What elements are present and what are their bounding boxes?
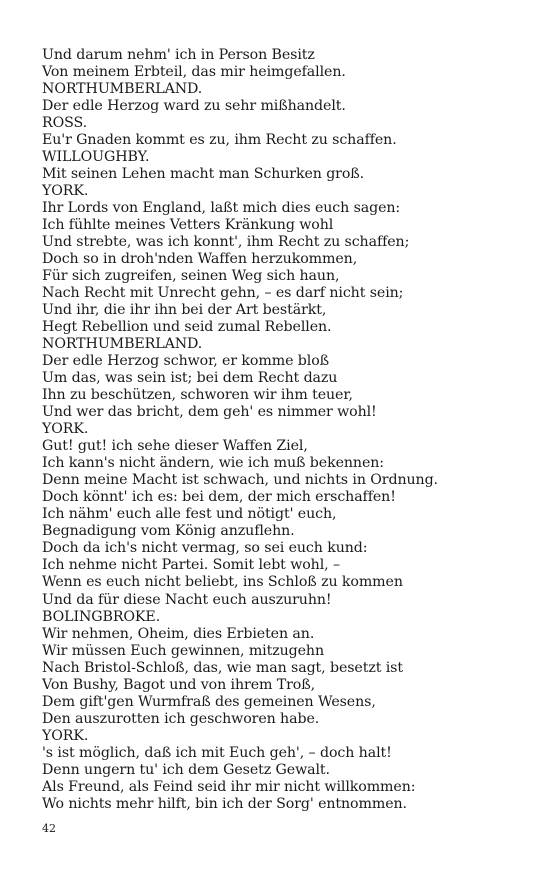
text-line: Wir nehmen, Oheim, dies Erbieten an. xyxy=(42,625,315,642)
text-line: Ich nähm' euch alle fest und nötigt' euch, xyxy=(42,506,337,523)
text-line: Für sich zugreifen, seinen Weg sich haun, xyxy=(42,268,340,285)
text-line: Und ihr, die ihr ihn bei der Art bestärkt, xyxy=(42,302,327,319)
text-line: Ihn zu beschützen, schworen wir ihm teuer, xyxy=(42,387,353,404)
text-line: Doch da ich's nicht vermag, so sei euch kund: xyxy=(42,540,368,557)
text-line: Mit seinen Lehen macht man Schurken groß. xyxy=(42,166,365,183)
text-line: Eu'r Gnaden kommt es zu, ihm Recht zu schaffen. xyxy=(42,132,397,149)
speaker-name: YORK. xyxy=(42,183,89,200)
speaker-name: ROSS. xyxy=(42,115,88,132)
text-line: Ich kann's nicht ändern, wie ich muß bekennen: xyxy=(42,455,384,472)
text-line: Doch so in droh'nden Waffen herzukommen, xyxy=(42,251,358,268)
text-line: Hegt Rebellion und seid zumal Rebellen. xyxy=(42,319,332,336)
speaker-name: NORTHUMBERLAND. xyxy=(42,336,203,353)
play-text xyxy=(42,47,542,813)
text-line: Nach Recht mit Unrecht gehn, – es darf nicht sein; xyxy=(42,285,404,302)
speaker-name: YORK. xyxy=(42,421,89,438)
text-line: Und darum nehm' ich in Person Besitz xyxy=(42,47,315,63)
speaker-name: YORK. xyxy=(42,727,89,744)
speaker-name: NORTHUMBERLAND. xyxy=(42,81,203,98)
text-line: Ich nehme nicht Partei. Somit lebt wohl, – xyxy=(42,557,340,574)
text-line: Gut! gut! ich sehe dieser Waffen Ziel, xyxy=(42,438,308,455)
page-number: 42 xyxy=(42,822,56,835)
text-line: Und wer das bricht, dem geh' es nimmer wohl! xyxy=(42,404,377,421)
text-line: Begnadigung vom König anzuflehn. xyxy=(42,523,295,540)
text-line: Denn meine Macht ist schwach, und nichts in Ordnung. xyxy=(42,472,438,489)
text-line: Nach Bristol-Schloß, das, wie man sagt, besetzt ist xyxy=(42,659,403,676)
speaker-name: WILLOUGHBY. xyxy=(42,149,150,166)
text-line: Dem gift'gen Wurmfraß des gemeinen Wesens, xyxy=(42,693,376,710)
text-line: Wenn es euch nicht beliebt, ins Schloß zu kommen xyxy=(42,574,403,591)
speaker-name: BOLINGBROKE. xyxy=(42,608,161,625)
text-line: Der edle Herzog ward zu sehr mißhandelt. xyxy=(42,98,346,115)
text-line: Von Bushy, Bagot und von ihrem Troß, xyxy=(42,676,316,693)
text-line: Von meinem Erbteil, das mir heimgefallen. xyxy=(42,64,346,81)
text-line: Doch könnt' ich es: bei dem, der mich erschaffen! xyxy=(42,489,396,506)
text-line: Und strebte, was ich konnt', ihm Recht zu schaffen; xyxy=(42,234,410,251)
text-line: 's ist möglich, daß ich mit Euch geh', – doch halt! xyxy=(42,744,392,761)
text-line: Um das, was sein ist; bei dem Recht dazu xyxy=(42,370,338,387)
text-line: Und da für diese Nacht euch auszuruhn! xyxy=(42,591,332,608)
text-line: Der edle Herzog schwor, er komme bloß xyxy=(42,353,330,370)
text-line: Denn ungern tu' ich dem Gesetz Gewalt. xyxy=(42,761,330,778)
text-line: Ich fühlte meines Vetters Kränkung wohl xyxy=(42,217,334,234)
text-line: Wir müssen Euch gewinnen, mitzugehn xyxy=(42,642,324,659)
text-line: Ihr Lords von England, laßt mich dies euch sagen: xyxy=(42,200,401,217)
text-line: Wo nichts mehr hilft, bin ich der Sorg' entnommen. xyxy=(42,795,407,812)
text-line: Als Freund, als Feind seid ihr mir nicht willkommen: xyxy=(42,778,416,795)
text-line: Den auszurotten ich geschworen habe. xyxy=(42,710,320,727)
